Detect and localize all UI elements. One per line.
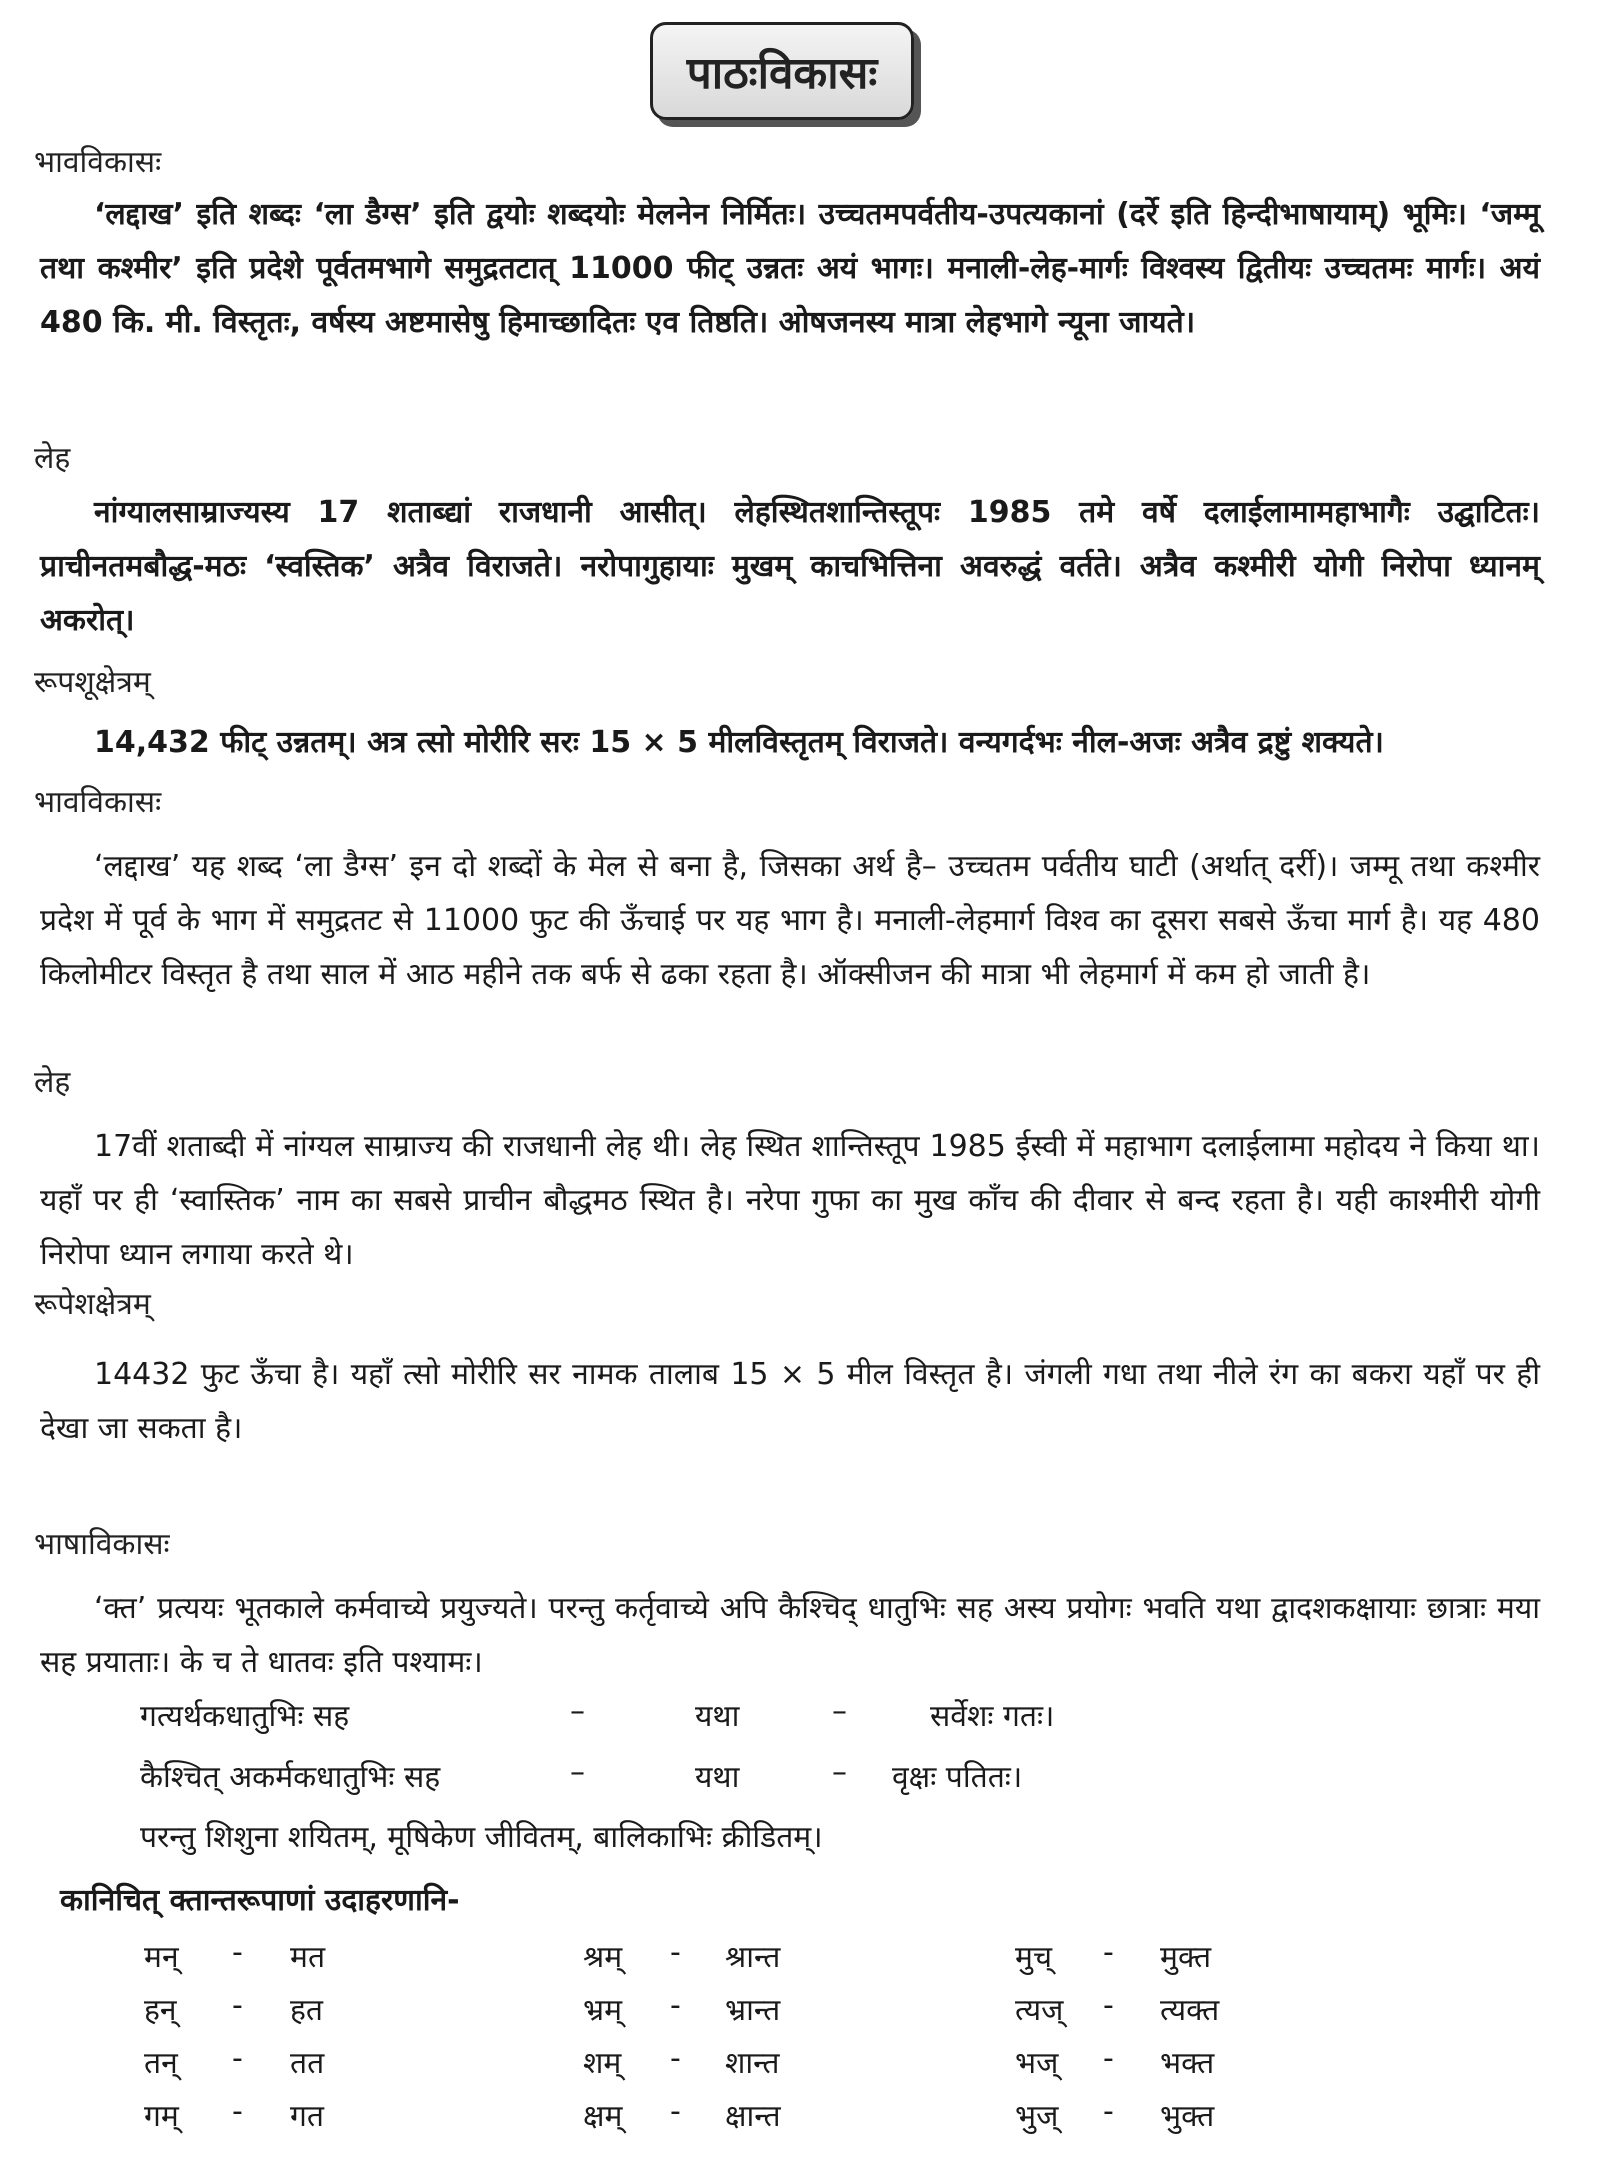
dash: - <box>1103 2041 1114 2076</box>
section-heading-rupshu-hindi: रूपेशक्षेत्रम् <box>34 1287 151 1322</box>
kta-form: भुक्त <box>1160 2099 1215 2134</box>
section-heading-bhashavikasa: भाषाविकासः <box>34 1527 170 1562</box>
root-word: भ्रम् <box>583 1993 623 2028</box>
chapter-title: पाठःविकासः <box>686 48 878 99</box>
paragraph-ladakh-hindi: ‘लद्दाख’ यह शब्द ‘ला डैग्स’ इन दो शब्दों के मेल से बना है, जिसका अर्थ है– उच्चतम पर्वतीय घाटी (अर्थात् दर्री)। जम्मू तथा कश्मीर प्रदेश में पूर्व के भाग में समुद्रतट से 11000 फुट की ऊँचाई पर यह भाग है। मनाली-लेहमार्ग विश्व का दूसरा सबसे ऊँचा मार्ग है। यह 480 किलोमीटर विस्तृत है तथा साल में आठ महीने तक बर्फ से ढका रहता है। ऑक्सीजन की मात्रा भी लेहमार्ग में कम हो जाती है। <box>40 849 1540 992</box>
root-word: गम् <box>144 2099 179 2134</box>
kta-form: क्षान्त <box>725 2099 781 2134</box>
kta-form: मत <box>290 1940 326 1975</box>
dash: - <box>232 2041 243 2076</box>
paragraph-rupshu-hindi: 14432 फुट ऊँचा है। यहाँ त्सो मोरीरि सर नामक तालाब 15 × 5 मील विस्तृत है। जंगली गधा तथा नीले रंग का बकरा यहाँ पर ही देखा जा सकता है। <box>40 1357 1540 1446</box>
rule-example: वृक्षः पतितः। <box>892 1760 1023 1795</box>
rule-label: गत्यर्थकधातुभिः सह <box>140 1699 350 1734</box>
section-heading-leh-sanskrit: लेह <box>34 441 71 476</box>
rule-dash: – <box>832 1694 847 1729</box>
rule-dash: – <box>570 1755 585 1790</box>
root-word: तन् <box>144 2046 178 2081</box>
root-word: त्यज् <box>1015 1993 1064 2028</box>
rule-dash: – <box>832 1755 847 1790</box>
kta-form: गत <box>290 2099 324 2134</box>
kta-form: श्रान्त <box>725 1940 781 1975</box>
root-word: मन् <box>144 1940 179 1975</box>
kta-form: शान्त <box>725 2046 780 2081</box>
dash: - <box>232 1988 243 2023</box>
section-heading-bhavavikasa-sanskrit: भावविकासः <box>34 145 162 180</box>
paragraph-ladakh-sanskrit: ‘लद्दाख’ इति शब्दः ‘ला डैग्स’ इति द्वयोः शब्दयोः मेलनेन निर्मितः। उच्चतमपर्वतीय-उपत्यकानां (दर्रे इति हिन्दीभाषायाम्) भूमिः। ‘जम्मू तथा कश्मीर’ इति प्रदेशे पूर्वतमभागे समुद्रतटात् 11000 फीट् उन्नतः अयं भागः। मनाली-लेह-मार्गः विश्वस्य द्वितीयः उच्चतमः मार्गः। अयं 480 कि. मी. विस्तृतः, वर्षस्य अष्टमासेषु हिमाच्छादितः एव तिष्ठति। ओषजनस्य मात्रा लेहभागे न्यूना जायते। <box>40 197 1540 340</box>
paragraph-leh-hindi: 17वीं शताब्दी में नांग्यल साम्राज्य की राजधानी लेह थी। लेह स्थित शान्तिस्तूप 1985 ईस्वी में महाभाग दलाईलामा महोदय ने किया था। यहाँ पर ही ‘स्वास्तिक’ नाम का सबसे प्राचीन बौद्धमठ स्थित है। नरेपा गुफा का मुख काँच की दीवार से बन्द रहता है। यही काश्मीरी योगी निरोपा ध्यान लगाया करते थे। <box>40 1129 1540 1272</box>
section-heading-rupshu-sanskrit: रूपशूक्षेत्रम् <box>34 665 151 700</box>
paragraph-leh-sanskrit: नांग्यालसाम्राज्यस्य 17 शताब्द्यां राजधानी आसीत्। लेहस्थितशान्तिस्तूपः 1985 तमे वर्षे दलाईलामामहाभागैः उद्घाटितः। प्राचीनतमबौद्ध-मठः ‘स्वस्तिक’ अत्रैव विराजते। नरोपागुहायाः मुखम् काचभित्तिना अवरुद्धं वर्तते। अत्रैव कश्मीरी योगी निरोपा ध्यानम् अकरोत्। <box>40 495 1540 638</box>
dash: - <box>232 2094 243 2129</box>
rule-dash: – <box>570 1694 585 1729</box>
kta-form: हत <box>290 1993 324 2028</box>
rule-label: कैश्चित् अकर्मकधातुभिः सह <box>140 1760 441 1795</box>
note-line: परन्तु शिशुना शयितम्, मूषिकेण जीवितम्, बालिकाभिः क्रीडितम्। <box>140 1820 823 1855</box>
rule-yatha: यथा <box>695 1699 740 1734</box>
dash: - <box>670 2041 681 2076</box>
rule-yatha: यथा <box>695 1760 740 1795</box>
root-word: भज् <box>1015 2046 1059 2081</box>
dash: - <box>1103 1935 1114 1970</box>
kta-form: भ्रान्त <box>725 1993 781 2028</box>
examples-heading: कानिचित् क्तान्तरूपाणां उदाहरणानि- <box>60 1883 460 1918</box>
kta-form: तत <box>290 2046 325 2081</box>
root-word: हन् <box>144 1993 177 2028</box>
dash: - <box>232 1935 243 1970</box>
kta-form: त्यक्त <box>1160 1993 1220 2028</box>
root-word: क्षम् <box>583 2099 623 2134</box>
root-word: मुच् <box>1015 1940 1052 1975</box>
paragraph-kta-pratyaya: ‘क्त’ प्रत्ययः भूतकाले कर्मवाच्ये प्रयुज्यते। परन्तु कर्तृवाच्ये अपि कैश्चिद् धातुभिः सह अस्य प्रयोगः भवति यथा द्वादशकक्षायाः छात्राः मया सह प्रयाताः। के च ते धातवः इति पश्यामः। <box>40 1591 1540 1680</box>
chapter-title-box <box>650 22 914 120</box>
dash: - <box>1103 2094 1114 2129</box>
section-heading-leh-hindi: लेह <box>34 1065 71 1100</box>
kta-form: मुक्त <box>1160 1940 1212 1975</box>
kta-form: भक्त <box>1160 2046 1215 2081</box>
root-word: शम् <box>583 2046 622 2081</box>
dash: - <box>1103 1988 1114 2023</box>
paragraph-rupshu-sanskrit: 14,432 फीट् उन्नतम्। अत्र त्सो मोरीरि सरः 15 × 5 मीलविस्तृतम् विराजते। वन्यगर्दभः नील-अजः अत्रैव द्रष्टुं शक्यते। <box>94 725 1384 760</box>
root-word: श्रम् <box>583 1940 623 1975</box>
dash: - <box>670 1935 681 1970</box>
rule-example: सर्वेशः गतः। <box>930 1699 1055 1734</box>
root-word: भुज् <box>1015 2099 1059 2134</box>
dash: - <box>670 2094 681 2129</box>
section-heading-bhavavikasa-hindi: भावविकासः <box>34 785 162 820</box>
dash: - <box>670 1988 681 2023</box>
